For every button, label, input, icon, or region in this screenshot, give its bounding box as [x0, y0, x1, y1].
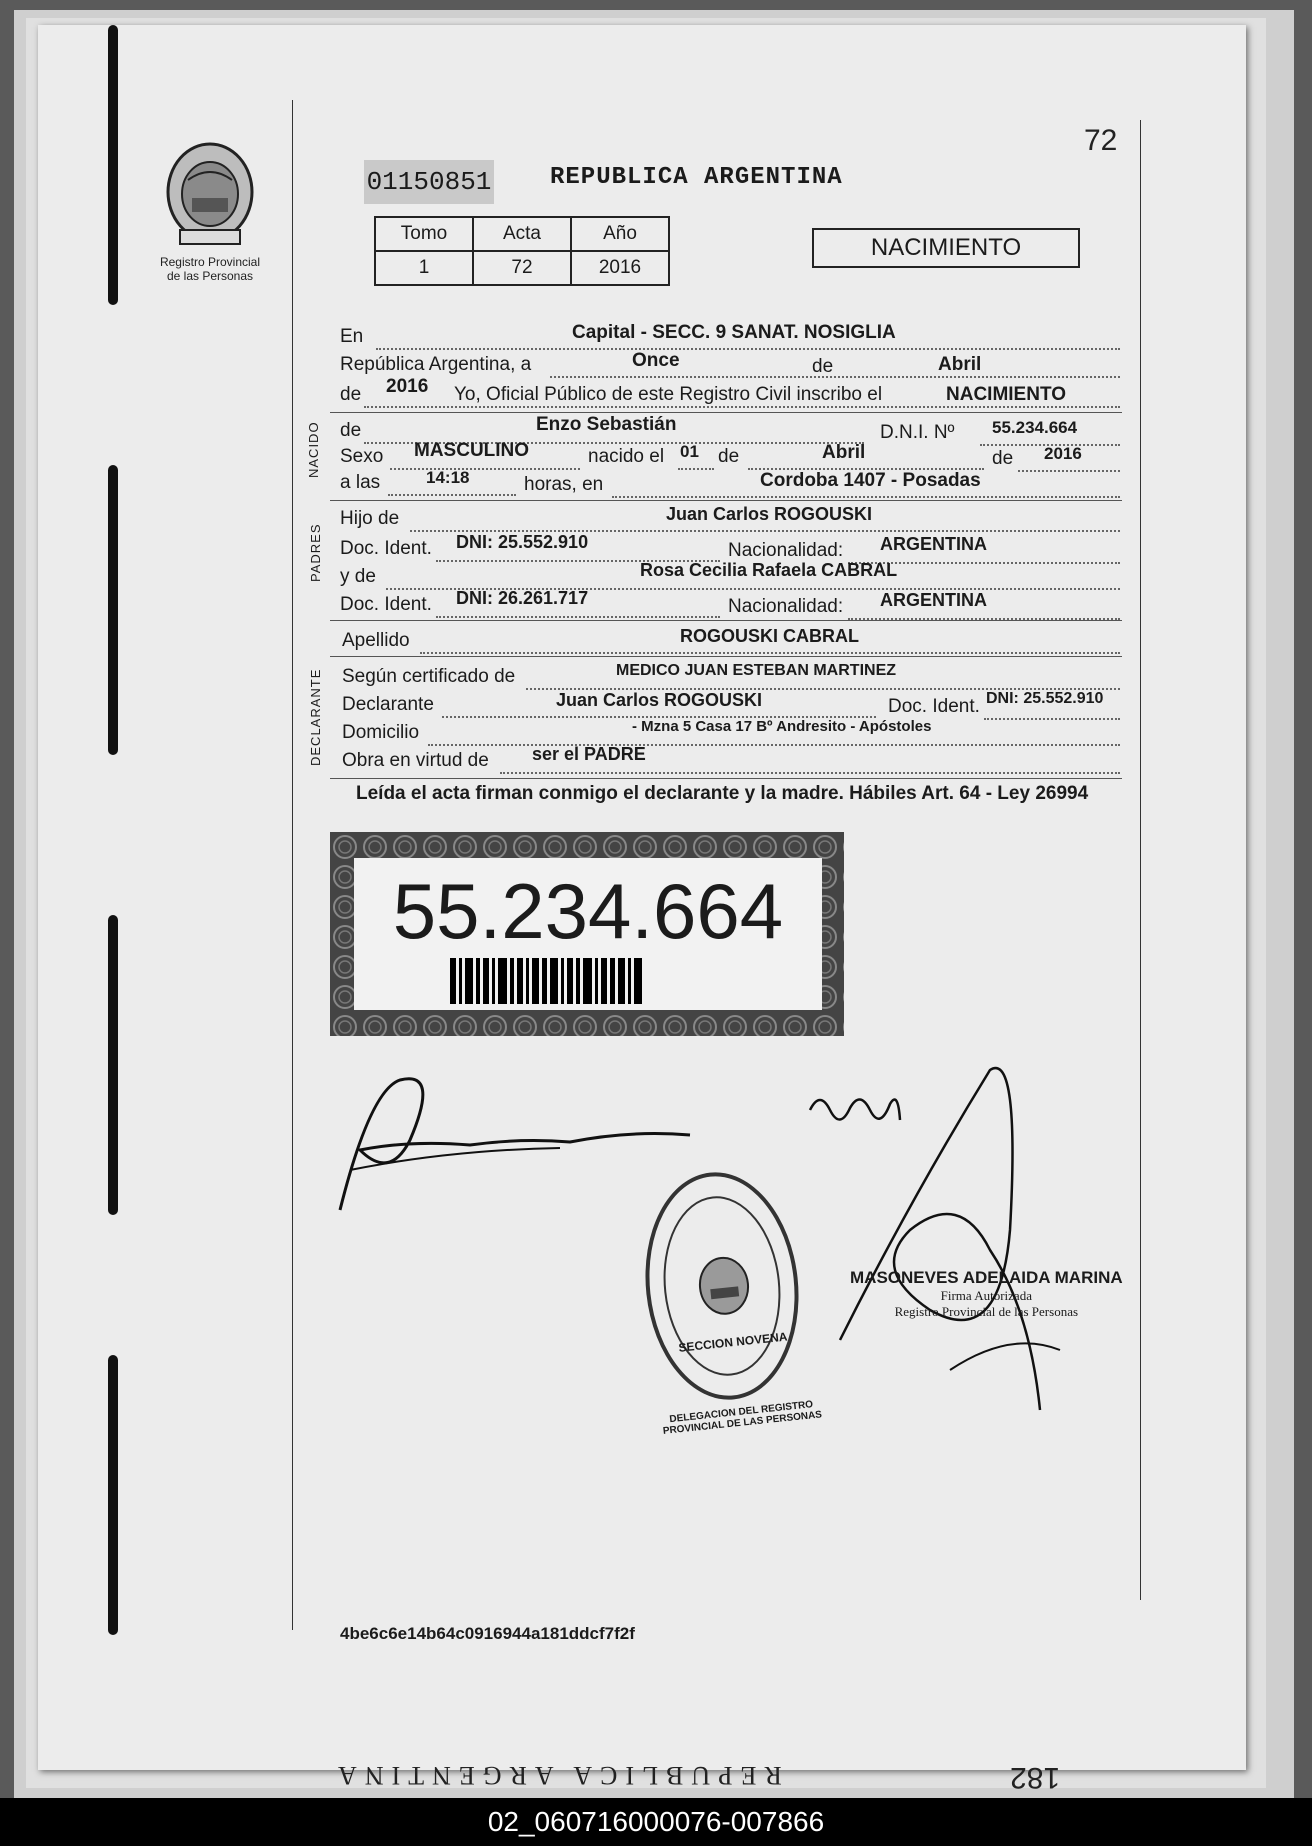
- logo-caption: Registro Provincial: [159, 255, 261, 269]
- de-label: de: [340, 384, 362, 405]
- lugar-value: Cordoba 1407 - Posadas: [760, 470, 981, 491]
- register-header-tomo: Tomo: [375, 217, 473, 251]
- record-kind-value: NACIMIENTO: [946, 384, 1066, 405]
- seal-inner-text: SECCION NOVENA: [677, 1329, 789, 1355]
- obra-label: Obra en virtud de: [342, 750, 489, 771]
- logo-caption: de las Personas: [166, 269, 254, 283]
- section-label-declarante: DECLARANTE: [308, 668, 323, 766]
- mirrored-number: 182: [1010, 1761, 1061, 1794]
- barcode: [450, 958, 642, 1004]
- obra-value: ser el PADRE: [532, 744, 646, 764]
- place-value: Capital - SECC. 9 SANAT. NOSIGLIA: [572, 322, 896, 343]
- year-value: 2016: [386, 376, 429, 397]
- authority-line1: Firma Autorizada: [940, 1288, 1032, 1303]
- apellido-label: Apellido: [342, 630, 410, 651]
- register-header-ano: Año: [571, 217, 669, 251]
- en-label: En: [340, 326, 364, 347]
- separator-line: [330, 620, 1122, 621]
- mother-doc-value: DNI: 26.261.717: [456, 588, 589, 608]
- register-value-ano: 2016: [571, 251, 669, 285]
- doc-label: Doc. Ident.: [888, 696, 980, 717]
- declarante-value: Juan Carlos ROGOUSKI: [556, 690, 763, 710]
- child-name-value: Enzo Sebastián: [536, 414, 677, 435]
- officer-text: Yo, Oficial Público de este Registro Civil inscribo el: [454, 384, 883, 405]
- record-type-box: NACIMIENTO: [812, 228, 1080, 268]
- day-value: Once: [632, 350, 680, 371]
- birth-day-value: 01: [680, 442, 699, 461]
- section-label-nacido: NACIDO: [306, 421, 321, 478]
- document-title: REPUBLICA ARGENTINA: [550, 164, 843, 191]
- register-header-acta: Acta: [473, 217, 571, 251]
- hora-value: 14:18: [426, 468, 470, 487]
- birth-month-value: Abril: [822, 442, 866, 463]
- seal-emblem-icon: [691, 1251, 757, 1321]
- sexo-value: MASCULINO: [414, 440, 530, 461]
- mirrored-title: REPUBLICA ARGENTINA: [330, 1761, 782, 1790]
- seal-outer-text: DELEGACION DEL REGISTRO PROVINCIAL DE LAS PERSONAS: [662, 1399, 823, 1437]
- separator-line: [330, 500, 1122, 501]
- province-logo: [150, 140, 270, 283]
- authority-name: MASONEVES ADELAIDA MARINA: [850, 1268, 1123, 1287]
- y-de-label: y de: [340, 566, 376, 587]
- page-number: 72: [1084, 124, 1118, 157]
- register-value-acta: 72: [473, 251, 571, 285]
- binding-thread: [104, 25, 122, 1645]
- father-name-value: Juan Carlos ROGOUSKI: [666, 504, 873, 524]
- nacionalidad-label: Nacionalidad:: [728, 540, 844, 561]
- serial-number: 01150851: [364, 160, 494, 204]
- document-hash: 4be6c6e14b64c0916944a181ddcf7f2f: [340, 1624, 635, 1643]
- dni-label: D.N.I. Nº: [880, 422, 955, 443]
- separator-line: [330, 778, 1122, 779]
- month-value: Abril: [938, 354, 982, 375]
- father-nationality-value: ARGENTINA: [880, 534, 987, 554]
- left-margin-line: [292, 100, 293, 1630]
- horas-label: horas, en: [524, 474, 604, 495]
- register-table-values: [375, 251, 669, 285]
- officer-signature: [830, 1050, 1090, 1420]
- father-doc-value: DNI: 25.552.910: [456, 532, 589, 552]
- register-table: [374, 216, 670, 286]
- authority-stamp: [850, 1268, 1123, 1320]
- certificado-label: Según certificado de: [342, 666, 516, 687]
- file-id-footer: 02_060716000076-007866: [0, 1798, 1312, 1846]
- dni-label-panel: [354, 858, 822, 1010]
- nacido-label: nacido el: [588, 446, 665, 467]
- apellido-value: ROGOUSKI CABRAL: [680, 626, 859, 646]
- right-margin-line: [1140, 120, 1141, 1600]
- doc-label: Doc. Ident.: [340, 594, 432, 615]
- declarante-label: Declarante: [342, 694, 434, 715]
- mother-name-value: Rosa Cecilia Rafaela CABRAL: [640, 560, 898, 580]
- dotted-line: [748, 448, 984, 470]
- register-table-header: [375, 217, 669, 251]
- shield-icon: [158, 140, 262, 250]
- dni-sticker: [330, 832, 844, 1036]
- republica-label: República Argentina, a: [340, 354, 532, 375]
- hora-label: a las: [340, 472, 381, 493]
- birth-year-value: 2016: [1044, 444, 1082, 463]
- mother-nationality-value: ARGENTINA: [880, 590, 987, 610]
- de-label: de: [340, 420, 362, 441]
- separator-line: [330, 656, 1122, 657]
- hijo-label: Hijo de: [340, 508, 400, 529]
- declarant-signature: [330, 1030, 710, 1230]
- domicilio-value: - Mzna 5 Casa 17 Bº Andresito - Apóstoles: [632, 718, 932, 735]
- section-label-padres: PADRES: [308, 523, 323, 582]
- separator-line: [330, 412, 1122, 413]
- de-label: de: [992, 448, 1014, 469]
- child-dni-value: 55.234.664: [992, 418, 1078, 437]
- nacionalidad-label: Nacionalidad:: [728, 596, 844, 617]
- dni-number: 55.234.664: [392, 867, 784, 955]
- register-value-tomo: 1: [375, 251, 473, 285]
- declarante-doc-value: DNI: 25.552.910: [986, 690, 1104, 707]
- de-label: de: [718, 446, 740, 467]
- doc-label: Doc. Ident.: [340, 538, 432, 559]
- sexo-label: Sexo: [340, 446, 384, 467]
- domicilio-label: Domicilio: [342, 722, 420, 743]
- de-label: de: [812, 356, 834, 377]
- closing-text: Leída el acta firman conmigo el declarante y la madre. Hábiles Art. 64 - Ley 26994: [356, 783, 1089, 804]
- certificado-value: MEDICO JUAN ESTEBAN MARTINEZ: [616, 662, 897, 679]
- authority-line2: Registro Provincial de las Personas: [894, 1304, 1079, 1319]
